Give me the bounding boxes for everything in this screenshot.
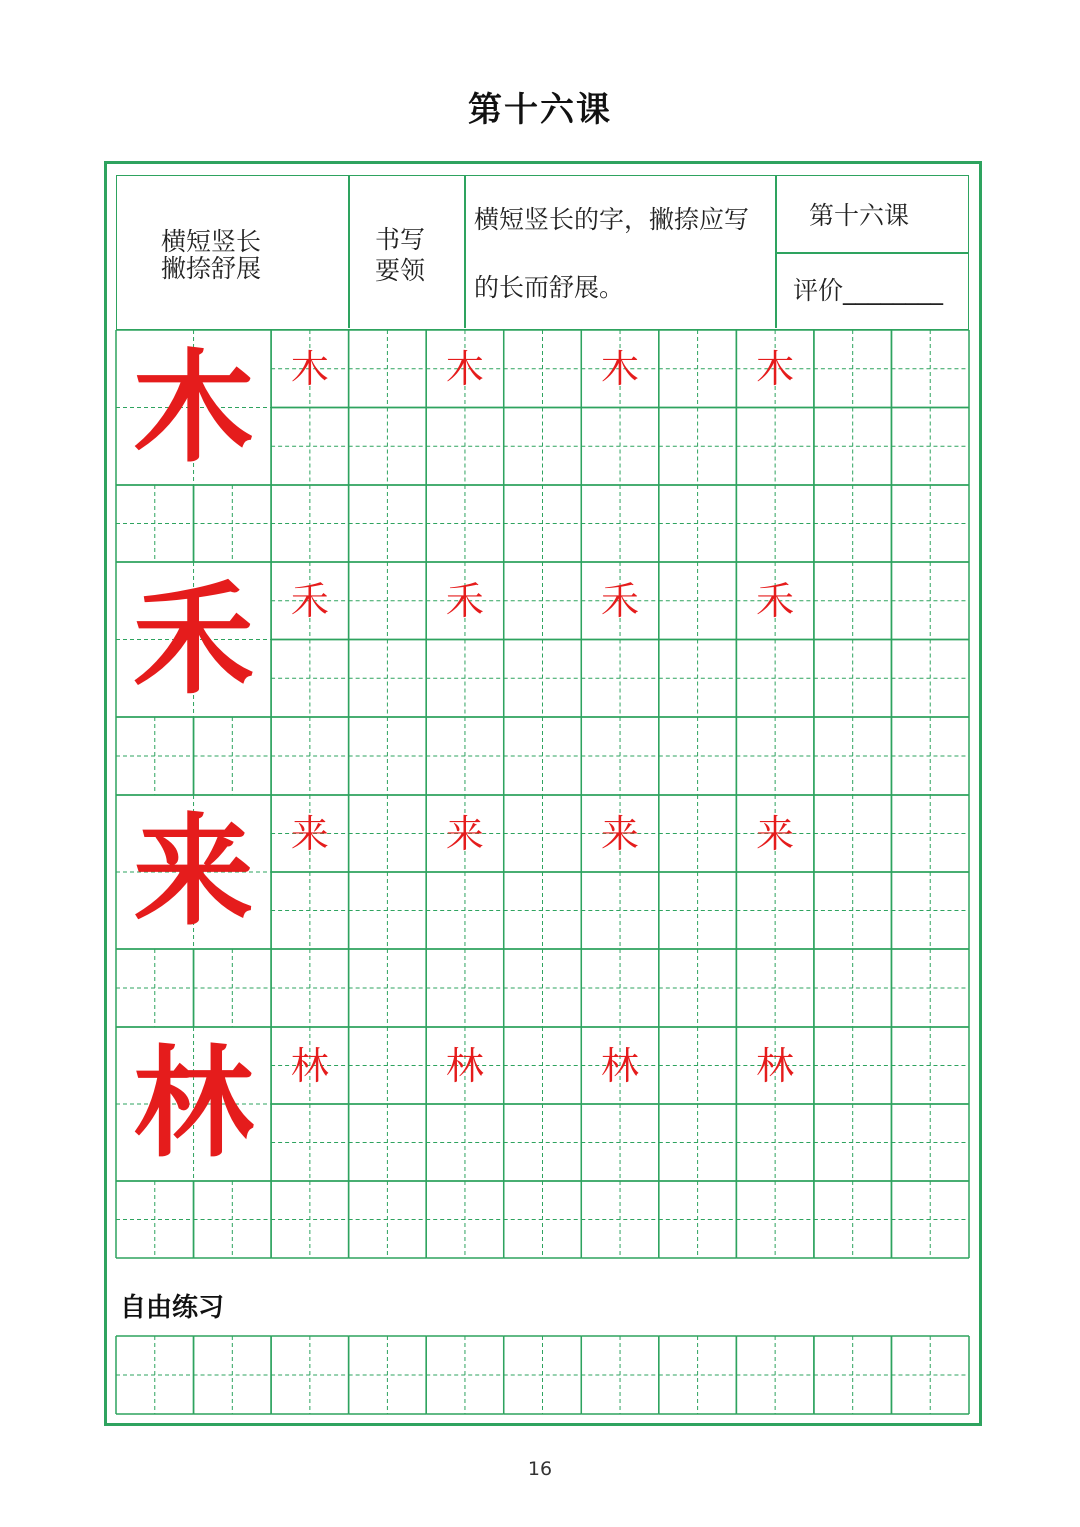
page-number: 16: [527, 1458, 553, 1480]
trace-character: 木: [756, 346, 795, 391]
trace-character: 禾: [756, 578, 795, 623]
requirement-label-1: 书写: [375, 225, 426, 254]
topic-line-2: 撇捺舒展: [161, 254, 262, 283]
trace-character: 林: [290, 1043, 329, 1088]
model-character: 来: [133, 801, 254, 942]
requirement-text-2: 的长而舒展。: [474, 273, 625, 302]
model-character: 林: [133, 1033, 254, 1174]
trace-character: 木: [601, 346, 640, 391]
trace-character: 禾: [601, 578, 640, 623]
evaluation-field: 评价________: [793, 276, 944, 305]
trace-character: 禾: [445, 578, 484, 623]
trace-character: 禾: [290, 578, 329, 623]
trace-character: 木: [290, 346, 329, 391]
trace-character: 林: [756, 1043, 795, 1088]
requirement-label-2: 要领: [375, 256, 426, 285]
model-character: 木: [133, 336, 255, 479]
trace-character: 林: [445, 1043, 484, 1088]
free-practice-label: 自由练习: [120, 1293, 225, 1323]
trace-character: 来: [290, 811, 329, 856]
model-character: 禾: [133, 568, 255, 711]
trace-character: 来: [601, 811, 640, 856]
lesson-label: 第十六课: [809, 201, 910, 230]
topic-line-1: 横短竖长: [161, 227, 262, 256]
trace-character: 来: [756, 811, 795, 856]
page-title: 第十六课: [468, 90, 612, 130]
trace-character: 木: [445, 346, 484, 391]
trace-character: 来: [445, 811, 484, 856]
requirement-text-1: 横短竖长的字，撇捺应写: [474, 205, 750, 234]
trace-character: 林: [601, 1043, 640, 1088]
